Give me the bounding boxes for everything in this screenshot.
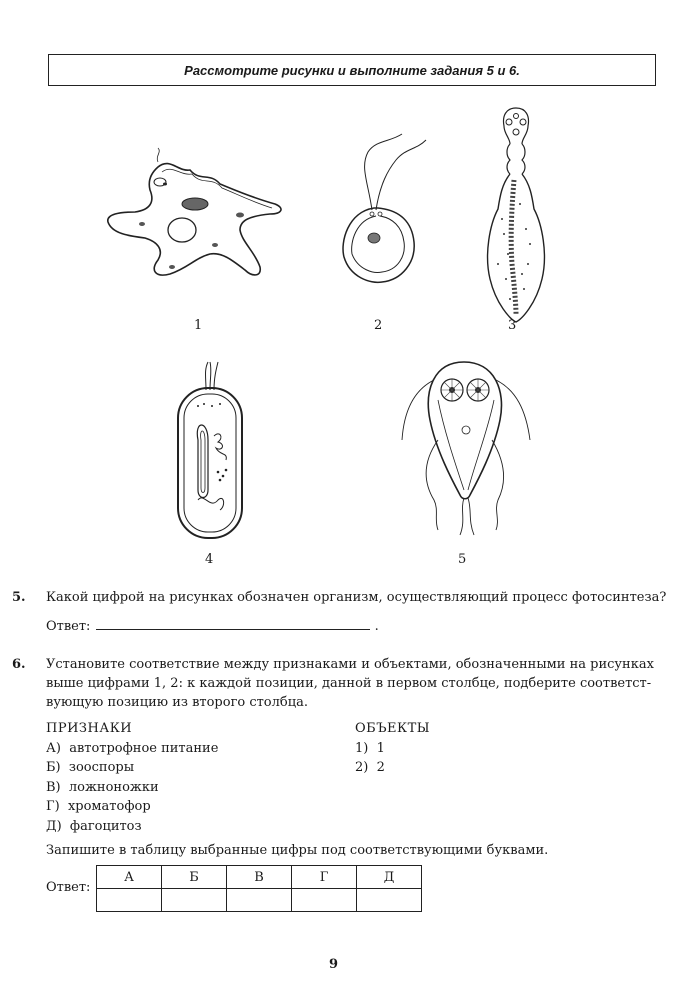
object-num: 1) (355, 740, 369, 756)
answer-table-header: Д (357, 866, 422, 889)
feature-letter: А) (46, 740, 61, 756)
giardia-icon (394, 350, 539, 540)
objects-header: ОБЪЕКТЫ (355, 721, 431, 736)
figure-5-giardia (394, 350, 539, 540)
features-header: ПРИЗНАКИ (46, 721, 133, 736)
answer-table-header: Г (292, 866, 357, 889)
feature-text: хроматофор (67, 799, 151, 814)
tapeworm-icon (476, 104, 556, 329)
q6-answer-label: Ответ: (46, 880, 91, 895)
figure-4-bacterium (168, 360, 253, 540)
figure-2-label: 2 (374, 318, 383, 333)
object-item (355, 739, 430, 759)
q6-number: 6. (12, 657, 26, 672)
feature-item (46, 797, 218, 817)
feature-letter: Б) (46, 760, 61, 775)
feature-letter: В) (46, 779, 61, 795)
task-instruction-banner (48, 54, 656, 86)
objects-column (355, 719, 430, 778)
feature-text: автотрофное питание (69, 740, 219, 756)
answer-cell-a[interactable] (97, 889, 162, 912)
feature-item (46, 817, 218, 837)
feature-letter: Д) (46, 818, 62, 834)
chlamydomonas-icon (330, 132, 430, 292)
figure-3-tapeworm (476, 104, 556, 329)
q5-answer-label: Ответ: (46, 619, 91, 634)
feature-item (46, 739, 218, 759)
q6-text-line: Установите соответствие между признаками и объектами, обозначенными на рисунках (46, 657, 654, 672)
q5-answer (46, 617, 379, 636)
features-column (46, 719, 218, 836)
q5-answer-end: . (374, 619, 379, 634)
feature-text: зооспоры (68, 760, 135, 775)
page-number: 9 (329, 957, 339, 972)
object-text: 2 (376, 760, 385, 775)
object-num: 2) (355, 760, 369, 775)
q6-text-line: вующую позицию из второго столбца. (46, 695, 308, 710)
feature-item (46, 778, 218, 798)
q5-text: Какой цифрой на рисунках обозначен организм, осуществляющий процесс фотосинтеза? (46, 590, 667, 605)
feature-text: ложноножки (68, 779, 159, 795)
amoeba-icon (100, 142, 300, 287)
answer-cell-v[interactable] (227, 889, 292, 912)
answer-cell-g[interactable] (292, 889, 357, 912)
answer-table-header-row (97, 866, 422, 889)
answer-cell-d[interactable] (357, 889, 422, 912)
figure-2-chlamydomonas (330, 132, 430, 292)
feature-item (46, 758, 218, 778)
figure-1-label: 1 (194, 318, 203, 333)
figure-3-label: 3 (508, 318, 517, 333)
object-text: 1 (376, 740, 385, 756)
answer-table-header: А (97, 866, 162, 889)
object-item (355, 758, 430, 778)
figure-4-label: 4 (205, 552, 214, 567)
figure-1-amoeba (100, 142, 300, 287)
feature-letter: Г) (46, 799, 60, 814)
q6-text-line: выше цифрами 1, 2: к каждой позиции, данной в первом столбце, подберите соответст- (46, 676, 652, 691)
q5-number: 5. (12, 590, 26, 605)
answer-cell-b[interactable] (162, 889, 227, 912)
table-instruction: Запишите в таблицу выбранные цифры под соответствующими буквами. (46, 843, 549, 858)
answer-table-header: Б (162, 866, 227, 889)
figure-5-label: 5 (458, 552, 467, 567)
q6-text (46, 655, 671, 712)
answer-table-input-row (97, 889, 422, 912)
answer-table (96, 865, 422, 912)
bacterium-icon (168, 360, 253, 540)
answer-table-header: В (227, 866, 292, 889)
feature-text: фагоцитоз (69, 818, 142, 834)
task-instruction-text: Рассмотрите рисунки и выполните задания 5 и 6. (184, 62, 520, 78)
q5-answer-field[interactable] (96, 617, 370, 630)
